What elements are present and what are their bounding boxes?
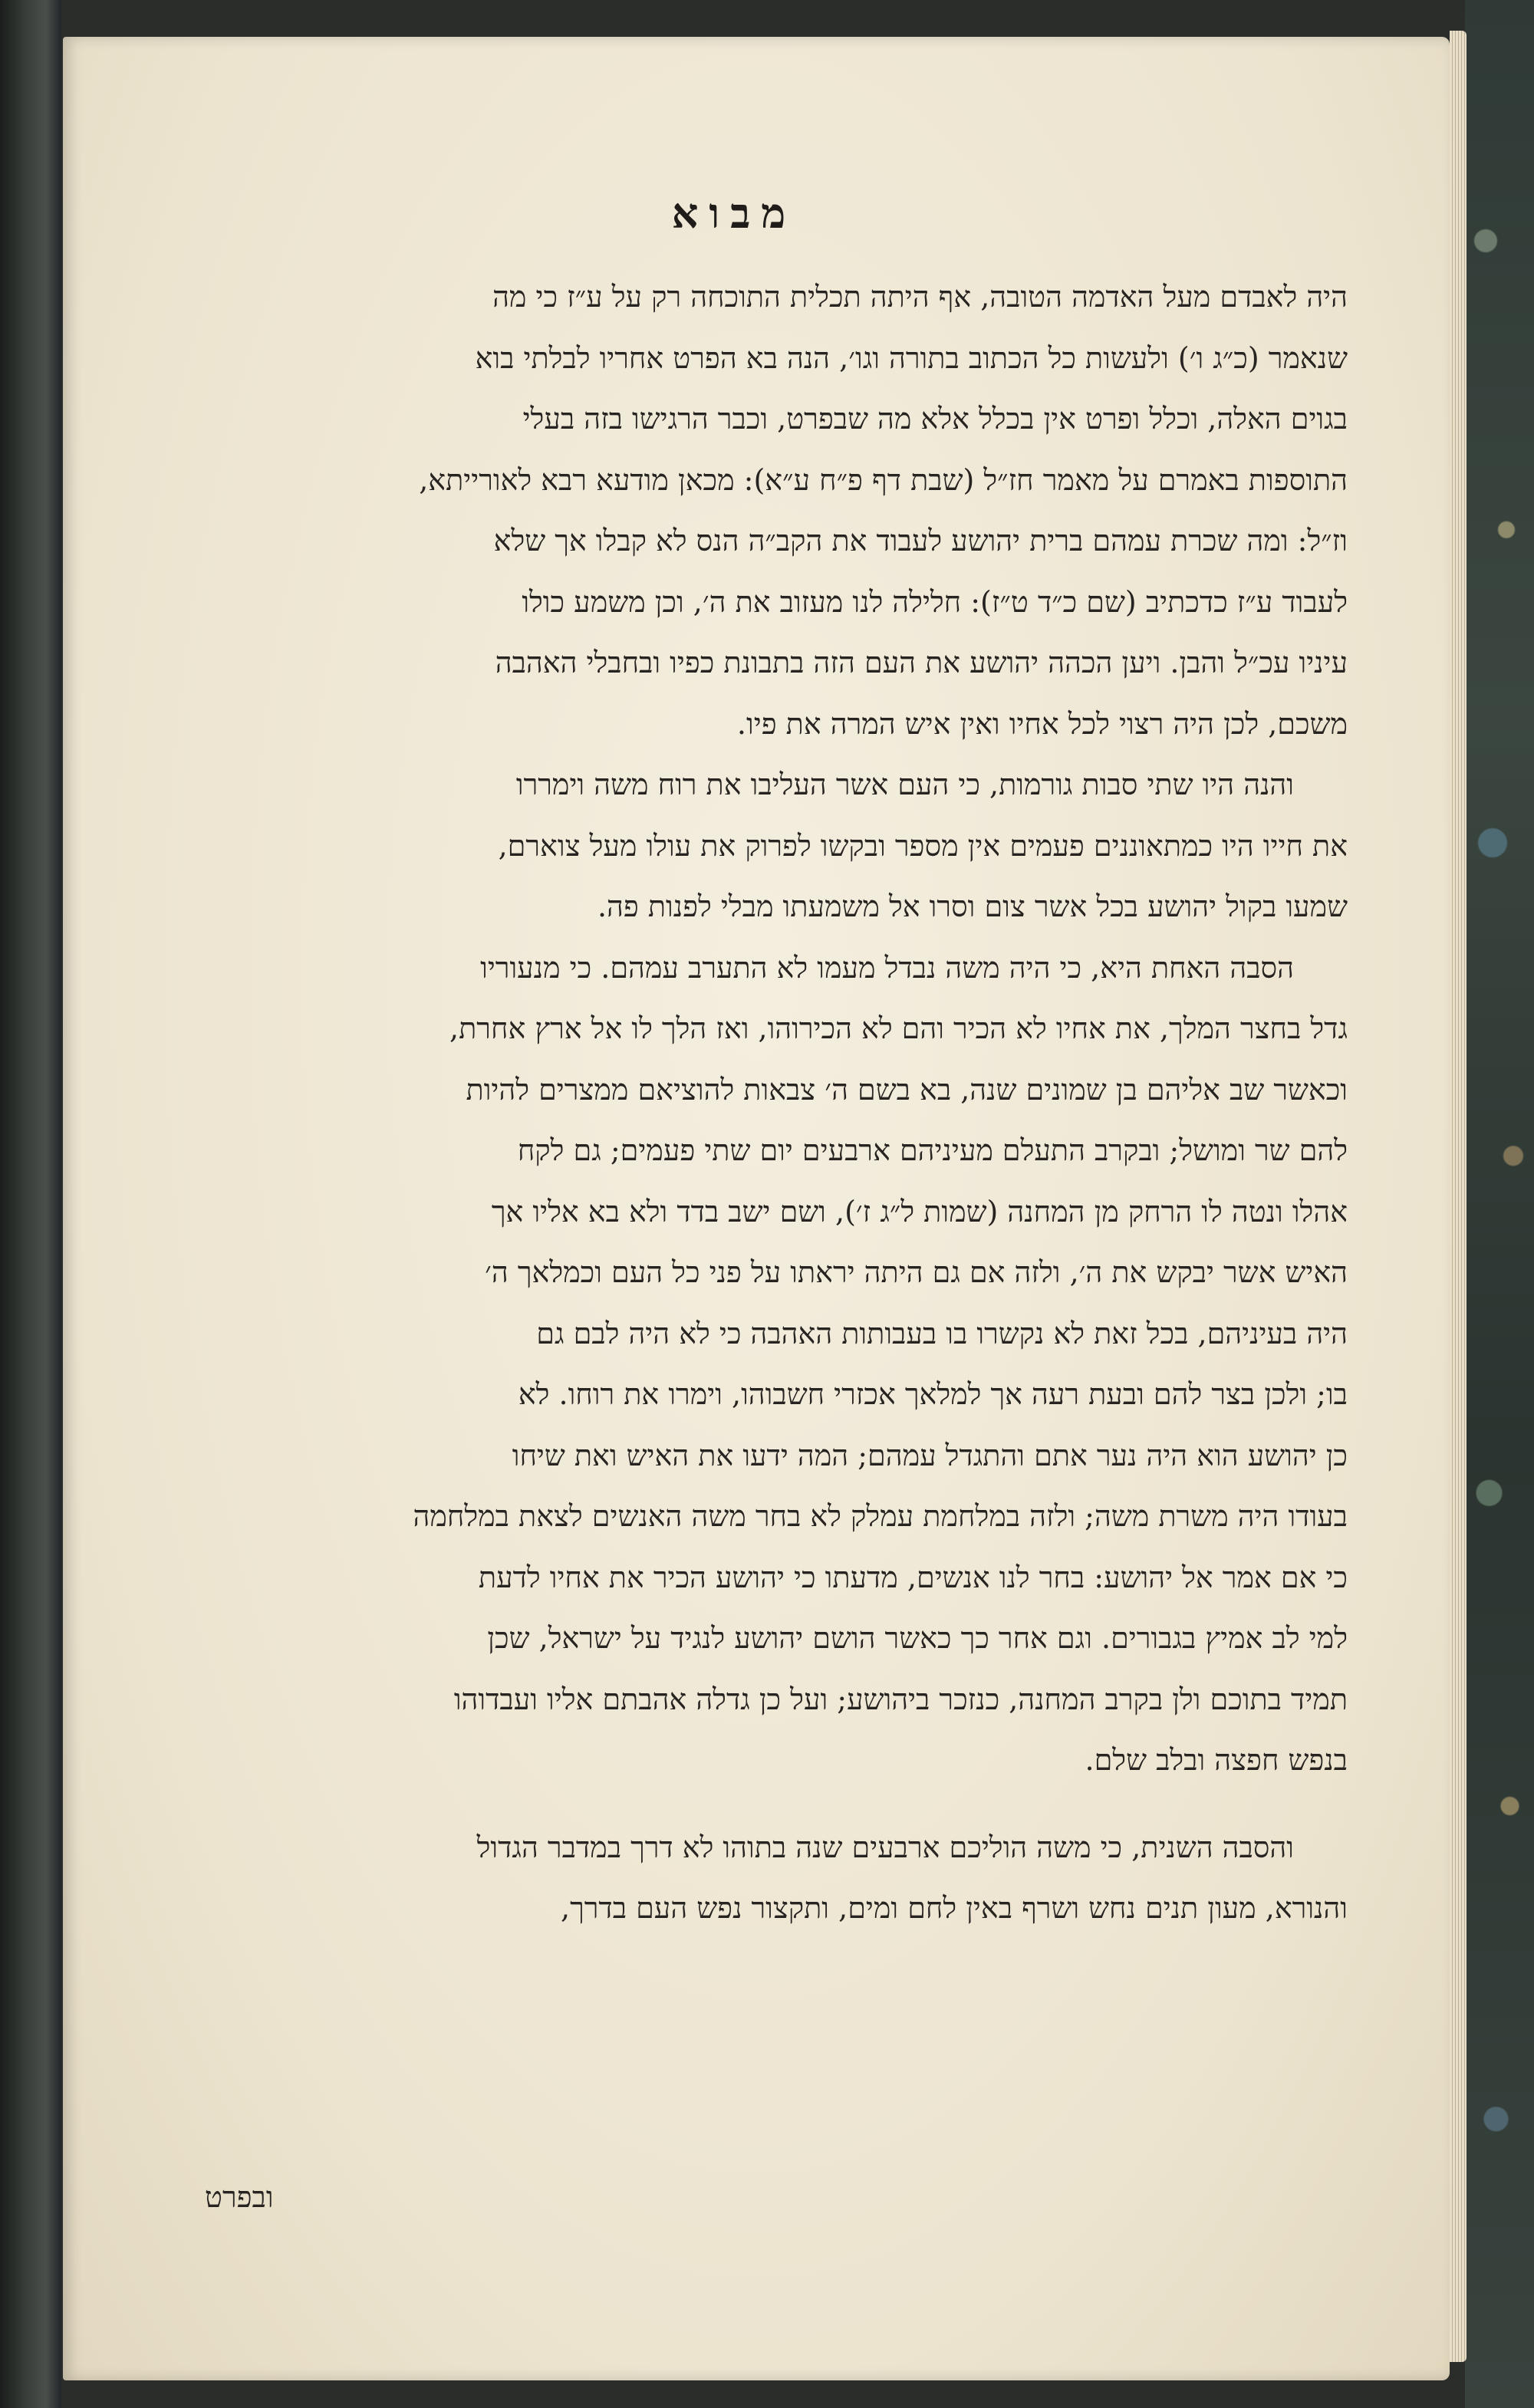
paragraph bbox=[120, 1818, 1348, 1939]
text-line: כי אם אמר אל יהושע: בחר לנו אנשים, מדעתו כי יהושע הכיר את אחיו לדעת bbox=[478, 1560, 1348, 1594]
text-line: כן יהושע הוא היה נער אתם והתגדל עמהם; המה ידעו את האיש ואת שיחו bbox=[512, 1438, 1348, 1472]
text-line: בעודו היה משרת משה; ולזה במלחמת עמלק לא בחר משה האנשים לצאת במלחמה bbox=[413, 1499, 1348, 1533]
text-line: להם שר ומושל; ובקרב התעלם מעיניהם ארבעים יום שתי פעמים; גם לקח bbox=[517, 1133, 1348, 1167]
text-line: אהלו ונטה לו הרחק מן המחנה (שמות ל״ג ז׳), ושם ישב בדד ולא בא אליו אך bbox=[491, 1194, 1348, 1229]
text-line: את חייו היו כמתאוננים פעמים אין מספר ובקשו לפרוק את עולו מעל צוארם, bbox=[498, 828, 1348, 863]
book-spine bbox=[0, 0, 61, 2408]
text-line: וכאשר שב אליהם בן שמונים שנה, בא בשם ה׳ צבאות להוציאם ממצרים להיות bbox=[466, 1072, 1348, 1107]
text-line: היה בעיניהם, בכל זאת לא נקשרו בו בעבותות האהבה כי לא היה לבם גם bbox=[536, 1316, 1348, 1350]
text-line: תמיד בתוכם ולן בקרב המחנה, כנזכר ביהושע; ועל כן גדלה אהבתם אליו ועבדוהו bbox=[453, 1682, 1348, 1716]
text-line: עיניו עכ״ל והבן. ויען הכהה יהושע את העם הזה בתבונת כפיו ובחבלי האהבה bbox=[495, 646, 1348, 679]
text-line: שנאמר (כ״ג ו׳) ולעשות כל הכתוב בתורה וגו׳, הנה בא הפרט אחריו לבלתי בוא bbox=[475, 340, 1348, 375]
book-page bbox=[63, 37, 1450, 2380]
page-content bbox=[120, 183, 1348, 1939]
paragraph bbox=[120, 267, 1348, 755]
text-line: והסבה השנית, כי משה הוליכם ארבעים שנה בתוהו לא דרך במדבר הגדול bbox=[476, 1830, 1294, 1864]
text-line: היה לאבדם מעל האדמה הטובה, אף היתה תכלית התוכחה רק על ע״ז כי מה bbox=[492, 280, 1348, 314]
text-line: וז״ל: ומה שכרת עמהם ברית יהושע לעבוד את הקב״ה הנס לא קבלו אך שלא bbox=[493, 524, 1348, 558]
marbled-cover bbox=[1465, 0, 1534, 2408]
paragraph bbox=[120, 755, 1348, 938]
paragraph bbox=[120, 938, 1348, 1791]
text-line: בו; ולכן בצר להם ובעת רעה אך למלאך אכזרי חשבוהו, וימרו את רוחו. לא bbox=[518, 1377, 1348, 1411]
text-line: האיש אשר יבקש את ה׳, ולזה אם גם היתה יראתו על פני כל העם וכמלאך ה׳ bbox=[485, 1255, 1348, 1289]
text-line: בנפש חפצה ובלב שלם. bbox=[1085, 1743, 1348, 1777]
page-edges bbox=[1450, 31, 1467, 2362]
catchword: ובפרט bbox=[205, 2180, 274, 2214]
text-line: והנורא, מעון תנים נחש ושרף באין לחם ומים, ותקצור נפש העם בדרך, bbox=[561, 1891, 1348, 1925]
text-line: גדל בחצר המלך, את אחיו לא הכיר והם לא הכירוהו, ואז הלך לו אל ארץ אחרת, bbox=[449, 1012, 1348, 1045]
text-line: לעבוד ע״ז כדכתיב (שם כ״ד ט״ז): חלילה לנו מעזוב את ה׳, וכן משמע כולו bbox=[522, 584, 1348, 619]
page-heading: מבוא bbox=[671, 189, 797, 238]
text-line: התוספות באמרם על מאמר חז״ל (שבת דף פ״ח ע״א): מכאן מודעא רבא לאורייתא, bbox=[419, 462, 1348, 497]
text-line: שמעו בקול יהושע בכל אשר צום וסרו אל משמעתו מבלי לפנות פה. bbox=[597, 890, 1348, 923]
text-line: בגוים האלה, וכלל ופרט אין בכלל אלא מה שבפרט, וכבר הרגישו בזה בעלי bbox=[522, 402, 1348, 436]
text-line: משכם, לכן היה רצוי לכל אחיו ואין איש המרה את פיו. bbox=[736, 706, 1348, 741]
text-line: למי לב אמיץ בגבורים. וגם אחר כך כאשר הושם יהושע לנגיד על ישראל, שכן bbox=[487, 1621, 1348, 1655]
paragraphs bbox=[120, 267, 1348, 1939]
text-line: הסבה האחת היא, כי היה משה נבדל מעמו לא התערב עמהם. כי מנעוריו bbox=[480, 950, 1294, 985]
text-line: והנה היו שתי סבות גורמות, כי העם אשר העליבו את רוח משה וימררו bbox=[515, 768, 1294, 801]
paragraph-gap bbox=[120, 1791, 1348, 1818]
